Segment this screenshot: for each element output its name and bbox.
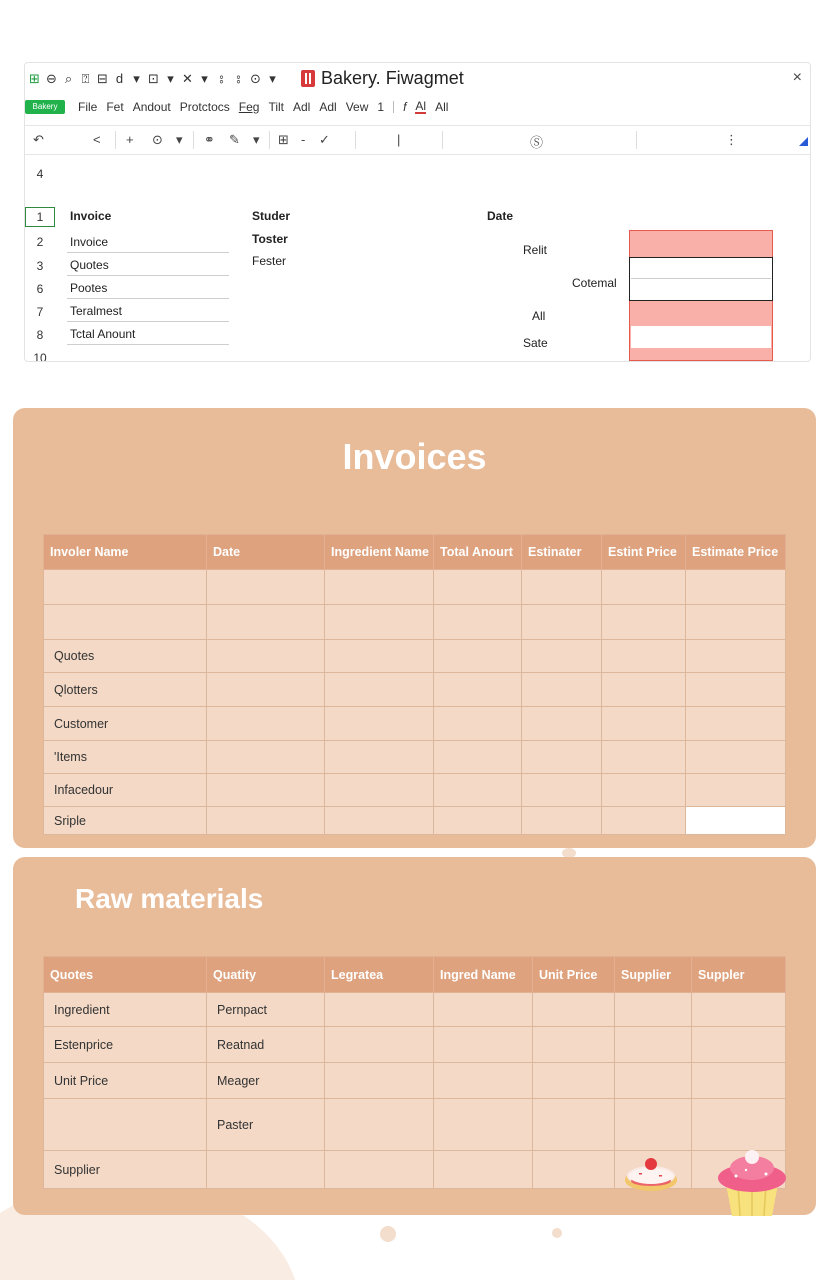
background-dot	[552, 1228, 562, 1238]
table-cell[interactable]	[522, 774, 602, 807]
close-button[interactable]: ×	[792, 69, 802, 86]
table-cell[interactable]	[325, 774, 434, 807]
table-cell[interactable]	[325, 640, 434, 673]
cell-label[interactable]: Cotemal	[572, 276, 617, 290]
cell[interactable]: Tctal Anount	[67, 323, 229, 345]
cell-label[interactable]: Sate	[523, 336, 548, 350]
chevron-down-icon[interactable]: ▾	[167, 71, 174, 86]
row-number[interactable]: 7	[36, 305, 44, 319]
cursor-icon: |	[397, 132, 401, 147]
table-cell[interactable]	[602, 741, 686, 774]
chevron-down-icon[interactable]: ▾	[253, 132, 260, 147]
table-cell[interactable]	[533, 1099, 615, 1151]
row-label-cell[interactable]: Customer	[44, 707, 207, 741]
window-title: Bakery. Fiwagmet	[321, 68, 464, 88]
column-header[interactable]: Estint Price	[602, 535, 686, 570]
table-cell[interactable]	[434, 1099, 533, 1151]
table-cell[interactable]	[522, 741, 602, 774]
table-header-row	[44, 957, 786, 993]
column-header[interactable]: Legratea	[325, 957, 434, 993]
raw-materials-card	[13, 857, 816, 1215]
row-number[interactable]: 8	[36, 328, 44, 342]
table-cell[interactable]	[434, 741, 522, 774]
donut-illustration	[624, 1156, 678, 1192]
table-cell[interactable]	[615, 1063, 692, 1099]
table-cell[interactable]	[434, 640, 522, 673]
formatting-toolbar	[25, 125, 810, 155]
table-cell[interactable]	[692, 993, 786, 1027]
table-cell[interactable]	[207, 741, 325, 774]
back-icon[interactable]: <	[93, 132, 101, 147]
column-header[interactable]: Unit Price	[533, 957, 615, 993]
table-cell[interactable]	[207, 774, 325, 807]
table-row[interactable]	[44, 1099, 786, 1151]
quick-access-toolbar	[29, 71, 278, 87]
table-cell[interactable]	[434, 707, 522, 741]
table-cell[interactable]	[692, 1099, 786, 1151]
column-header[interactable]: Quatity	[207, 957, 325, 993]
menu-item-file[interactable]: File	[78, 100, 98, 114]
cell[interactable]: Pootes	[67, 277, 229, 299]
table-cell[interactable]	[325, 605, 434, 640]
table-row[interactable]	[44, 673, 786, 707]
column-header[interactable]: Suppler	[692, 957, 786, 993]
row-label-cell[interactable]	[44, 1099, 207, 1151]
target-icon[interactable]: ⊙	[250, 71, 261, 86]
background-dot	[380, 1226, 396, 1242]
spreadsheet-window	[24, 62, 811, 362]
toolbar-divider	[355, 131, 356, 149]
table-cell[interactable]	[686, 570, 786, 605]
table-cell[interactable]	[602, 570, 686, 605]
row-label-cell[interactable]: Reatnad	[207, 1027, 325, 1063]
row-label-cell[interactable]: Infacedour	[44, 774, 207, 807]
toolbar-divider	[269, 131, 270, 149]
table-row[interactable]	[44, 807, 786, 835]
menu-item-andout[interactable]: Andout	[132, 100, 171, 114]
table-cell[interactable]	[602, 673, 686, 707]
table-cell[interactable]	[207, 707, 325, 741]
table-cell[interactable]	[686, 807, 786, 835]
row-label-cell[interactable]	[207, 1151, 325, 1189]
table-cell[interactable]	[434, 1027, 533, 1063]
dash-icon[interactable]: -	[301, 132, 306, 147]
add-icon[interactable]: +	[126, 132, 134, 147]
cell-label[interactable]: All	[532, 309, 546, 323]
table-cell[interactable]	[602, 807, 686, 835]
row-number[interactable]: 10	[33, 351, 47, 362]
undo-icon[interactable]: ↶	[33, 132, 44, 147]
table-cell[interactable]	[325, 1063, 434, 1099]
row-label-cell[interactable]: Quotes	[44, 640, 207, 673]
table-cell[interactable]	[533, 1027, 615, 1063]
cell[interactable]: Fester	[252, 254, 287, 268]
toolbar-divider	[193, 131, 194, 149]
menu-item-vew[interactable]: Vew	[345, 100, 369, 114]
row-label-cell[interactable]	[44, 570, 207, 605]
row-number-active[interactable]: 1	[25, 207, 55, 227]
invoices-title: Invoices	[342, 436, 487, 477]
cell[interactable]: Teralmest	[67, 300, 229, 322]
cell[interactable]: Toster	[252, 232, 288, 246]
menu-bar	[25, 97, 810, 119]
row-number[interactable]: 2	[36, 235, 44, 249]
row-number[interactable]: 3	[36, 259, 44, 273]
row-label-cell[interactable]: Estenprice	[44, 1027, 207, 1063]
app-logo-icon	[301, 70, 315, 87]
table-cell[interactable]	[434, 774, 522, 807]
table-row[interactable]	[44, 605, 786, 640]
search-icon[interactable]: ⌕	[64, 71, 73, 86]
table-cell[interactable]	[533, 1151, 615, 1189]
minus-circle-icon[interactable]: ⊖	[46, 71, 57, 86]
table-row[interactable]	[44, 993, 786, 1027]
table-cell[interactable]	[522, 673, 602, 707]
raw-materials-table	[43, 956, 786, 1189]
table-cell[interactable]	[686, 640, 786, 673]
cell-date-header[interactable]: Date	[487, 209, 514, 223]
table-cell[interactable]	[207, 570, 325, 605]
column-header[interactable]: Total Anourt	[434, 535, 522, 570]
toolbar-divider	[636, 131, 637, 149]
cell-divider	[631, 278, 771, 279]
table-row[interactable]	[44, 570, 786, 605]
grid-icon[interactable]: ⊟	[97, 71, 108, 86]
table-icon[interactable]: ⊞	[278, 132, 289, 147]
more-icon[interactable]: ⋮	[725, 132, 738, 147]
column-header[interactable]: Estinater	[522, 535, 602, 570]
menu-item-adl[interactable]: Adl	[293, 100, 311, 114]
close-small-icon[interactable]: ✕	[182, 71, 193, 86]
table-row[interactable]	[44, 1063, 786, 1099]
table-cell[interactable]	[615, 1099, 692, 1151]
column-header[interactable]: Quotes	[44, 957, 207, 993]
table-cell[interactable]	[434, 673, 522, 707]
chevron-down-icon[interactable]: ▾	[269, 71, 276, 86]
table-cell[interactable]	[434, 570, 522, 605]
cell-studer-header[interactable]: Studer	[252, 209, 291, 223]
row-label-cell[interactable]: 'Items	[44, 741, 207, 774]
column-header[interactable]: Ingredient Name	[325, 535, 434, 570]
menu-item-protctocs[interactable]: Protctocs	[179, 100, 230, 114]
table-cell[interactable]	[207, 807, 325, 835]
table-cell[interactable]	[207, 673, 325, 707]
selected-cell[interactable]	[629, 257, 773, 301]
cell[interactable]: Quotes	[67, 254, 229, 276]
sheet-grid	[25, 155, 810, 362]
column-header[interactable]: Involer Name	[44, 535, 207, 570]
table-cell[interactable]	[434, 807, 522, 835]
table-cell[interactable]	[692, 1063, 786, 1099]
row-label-cell[interactable]: Sriple	[44, 807, 207, 835]
toolbar-divider	[442, 131, 443, 149]
table-cell[interactable]	[522, 640, 602, 673]
table-cell[interactable]	[325, 570, 434, 605]
title-bar	[25, 63, 810, 95]
table-cell[interactable]	[533, 1063, 615, 1099]
row-label-cell[interactable]: Ingredient	[44, 993, 207, 1027]
row-label-cell[interactable]: Meager	[207, 1063, 325, 1099]
chevron-down-icon[interactable]: ▾	[176, 132, 183, 147]
table-cell[interactable]	[686, 707, 786, 741]
table-cell[interactable]	[522, 570, 602, 605]
function-icon[interactable]: f	[403, 100, 407, 114]
table-cell[interactable]	[522, 605, 602, 640]
table-cell[interactable]	[434, 1063, 533, 1099]
chevron-down-icon[interactable]: ▾	[133, 71, 140, 86]
table-cell[interactable]	[325, 707, 434, 741]
table-cell[interactable]	[522, 807, 602, 835]
chevron-down-icon[interactable]: ▾	[201, 71, 208, 86]
table-cell[interactable]	[207, 640, 325, 673]
app-badge[interactable]: Bakery	[25, 100, 65, 114]
menu-item-1[interactable]: 1	[377, 100, 385, 114]
shape-icon[interactable]: ⚭	[204, 132, 215, 147]
table-row[interactable]	[44, 774, 786, 807]
cupcake-illustration	[716, 1148, 788, 1218]
table-cell[interactable]	[615, 1027, 692, 1063]
dots-icon[interactable]: ⦂	[236, 71, 241, 86]
table-cell[interactable]	[686, 673, 786, 707]
raw-materials-title: Raw materials	[75, 883, 264, 914]
table-cell[interactable]	[533, 993, 615, 1027]
table-cell[interactable]	[615, 993, 692, 1027]
column-header[interactable]: Ingred Name	[434, 957, 533, 993]
row-number[interactable]: 6	[36, 282, 44, 296]
table-cell[interactable]	[325, 1099, 434, 1151]
table-cell[interactable]	[522, 707, 602, 741]
row-number[interactable]: 4	[36, 167, 44, 181]
table-cell[interactable]	[686, 605, 786, 640]
invoices-table	[43, 534, 786, 835]
cell-blank[interactable]	[631, 326, 771, 348]
table-row[interactable]	[44, 640, 786, 673]
check-icon[interactable]: ✓	[319, 132, 330, 147]
menu-item-adl-2[interactable]: Adl	[319, 100, 337, 114]
table-cell[interactable]	[686, 741, 786, 774]
row-label-cell[interactable]: Paster	[207, 1099, 325, 1151]
row-label-cell[interactable]: Qlotters	[44, 673, 207, 707]
table-cell[interactable]	[325, 1151, 434, 1189]
table-row[interactable]	[44, 707, 786, 741]
menu-item-al[interactable]: Al	[415, 99, 427, 113]
menu-item-feg[interactable]: Feg	[238, 100, 260, 114]
clock-icon[interactable]: Ⓢ	[530, 135, 544, 150]
menu-item-fet[interactable]: Fet	[106, 100, 124, 114]
table-cell[interactable]	[602, 774, 686, 807]
table-header-row	[44, 535, 786, 570]
cell[interactable]: Invoice	[67, 231, 229, 253]
table-cell[interactable]	[325, 673, 434, 707]
table-cell[interactable]	[602, 605, 686, 640]
sheet-icon[interactable]: ⊞	[29, 71, 40, 86]
frame-icon[interactable]: ⊡	[148, 71, 159, 86]
row-label-cell[interactable]: Unit Price	[44, 1063, 207, 1099]
table-cell[interactable]	[686, 774, 786, 807]
cell-label[interactable]: Relit	[523, 243, 548, 257]
column-header[interactable]: Supplier	[615, 957, 692, 993]
menu-item-all[interactable]: All	[435, 100, 449, 114]
table-cell[interactable]	[325, 993, 434, 1027]
invoices-card	[13, 408, 816, 848]
info-icon[interactable]: ⊙	[152, 132, 163, 147]
table-cell[interactable]	[602, 707, 686, 741]
row-label-cell[interactable]	[44, 605, 207, 640]
cell-invoice-header[interactable]: Invoice	[70, 209, 112, 223]
pen-icon[interactable]: ✎	[229, 132, 240, 147]
row-label-cell[interactable]: Pernpact	[207, 993, 325, 1027]
table-cell[interactable]	[325, 1027, 434, 1063]
format-icon[interactable]: ⍰	[81, 71, 90, 86]
menu-item-tilt[interactable]: Tilt	[268, 100, 284, 114]
menu-divider	[393, 101, 394, 113]
toolbar-divider	[115, 131, 116, 149]
table-cell[interactable]	[434, 993, 533, 1027]
table-cell[interactable]	[692, 1027, 786, 1063]
table-cell[interactable]	[602, 640, 686, 673]
dots-icon[interactable]: ⦂	[219, 71, 224, 86]
table-row[interactable]	[44, 1027, 786, 1063]
column-header[interactable]: Date	[207, 535, 325, 570]
table-cell[interactable]	[325, 741, 434, 774]
column-header[interactable]: Estimate Price	[686, 535, 786, 570]
table-cell[interactable]	[325, 807, 434, 835]
text-icon[interactable]: d	[115, 71, 124, 86]
row-label-cell[interactable]: Supplier	[44, 1151, 207, 1189]
table-cell[interactable]	[434, 1151, 533, 1189]
table-cell[interactable]	[434, 605, 522, 640]
table-row[interactable]	[44, 741, 786, 774]
table-cell[interactable]	[207, 605, 325, 640]
